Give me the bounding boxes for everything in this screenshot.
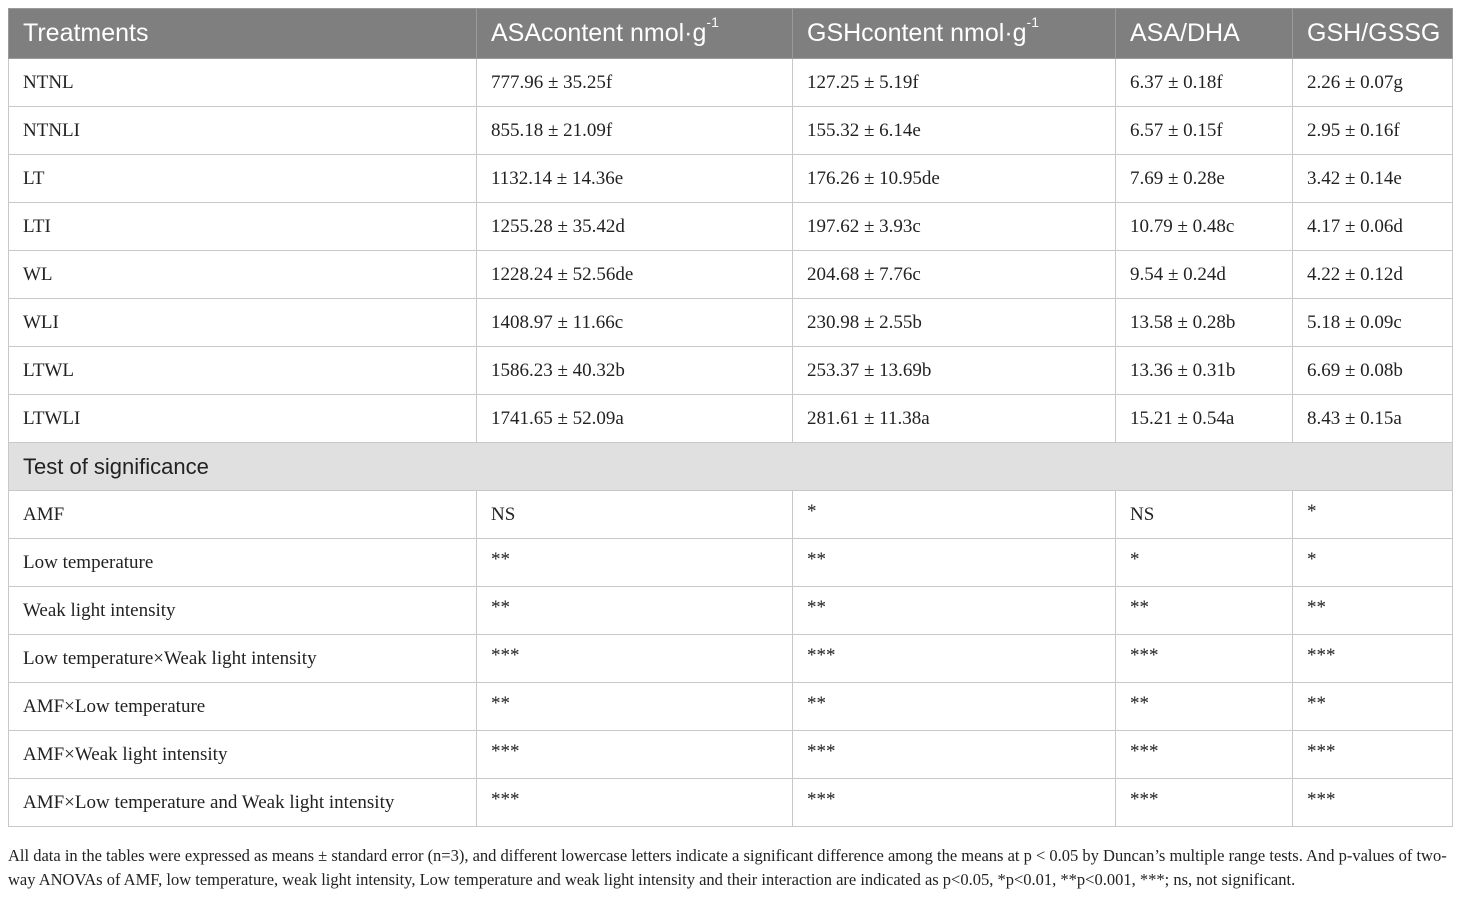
- factor-name-cell: AMF×Low temperature and Weak light intensity: [9, 779, 477, 827]
- header-asa-content-unit-exp: -1: [706, 14, 719, 30]
- value-cell: ***: [793, 728, 1116, 776]
- header-asa-content-label: ASAcontent nmol·g: [491, 19, 707, 47]
- value-cell: *: [1293, 536, 1453, 584]
- header-gsh-content-unit-exp: -1: [1026, 14, 1039, 30]
- value-cell: NS: [477, 491, 793, 539]
- header-asa-content: [477, 9, 793, 59]
- value-cell: ***: [1293, 632, 1453, 680]
- header-asa-dha: ASA/DHA: [1116, 9, 1293, 59]
- value-cell: 855.18 ± 21.09f: [477, 107, 793, 155]
- value-cell: 1228.24 ± 52.56de: [477, 251, 793, 299]
- header-gsh-content: [793, 9, 1116, 59]
- section-row: [9, 443, 1453, 491]
- significance-row: [9, 731, 1453, 779]
- value-cell: ***: [1293, 728, 1453, 776]
- value-cell: 8.43 ± 0.15a: [1293, 395, 1453, 443]
- treatment-name-cell: LTWLI: [9, 395, 477, 443]
- treatment-row: [9, 155, 1453, 203]
- value-cell: *: [793, 488, 1116, 536]
- value-cell: 3.42 ± 0.14e: [1293, 155, 1453, 203]
- value-cell: 1408.97 ± 11.66c: [477, 299, 793, 347]
- value-cell: **: [793, 536, 1116, 584]
- value-cell: **: [1116, 584, 1293, 632]
- value-cell: ***: [1116, 728, 1293, 776]
- value-cell: ***: [477, 776, 793, 824]
- treatment-row: [9, 347, 1453, 395]
- treatment-row: [9, 395, 1453, 443]
- value-cell: 176.26 ± 10.95de: [793, 155, 1116, 203]
- significance-row: [9, 491, 1453, 539]
- results-table: [8, 8, 1453, 827]
- value-cell: 9.54 ± 0.24d: [1116, 251, 1293, 299]
- section-title: Test of significance: [9, 443, 1453, 491]
- value-cell: 15.21 ± 0.54a: [1116, 395, 1293, 443]
- value-cell: *: [1116, 536, 1293, 584]
- value-cell: ***: [477, 728, 793, 776]
- header-gsh-content-label: GSHcontent nmol·g: [807, 19, 1027, 47]
- value-cell: 4.22 ± 0.12d: [1293, 251, 1453, 299]
- treatment-name-cell: LTWL: [9, 347, 477, 395]
- treatment-name-cell: WLI: [9, 299, 477, 347]
- factor-name-cell: Weak light intensity: [9, 587, 477, 635]
- value-cell: *: [1293, 488, 1453, 536]
- value-cell: 1741.65 ± 52.09a: [477, 395, 793, 443]
- value-cell: 2.95 ± 0.16f: [1293, 107, 1453, 155]
- value-cell: 204.68 ± 7.76c: [793, 251, 1116, 299]
- treatment-row: [9, 251, 1453, 299]
- treatment-name-cell: LT: [9, 155, 477, 203]
- value-cell: **: [1293, 584, 1453, 632]
- value-cell: 1132.14 ± 14.36e: [477, 155, 793, 203]
- value-cell: **: [477, 584, 793, 632]
- value-cell: **: [1293, 680, 1453, 728]
- value-cell: 6.37 ± 0.18f: [1116, 59, 1293, 107]
- value-cell: 6.69 ± 0.08b: [1293, 347, 1453, 395]
- value-cell: 197.62 ± 3.93c: [793, 203, 1116, 251]
- treatment-name-cell: NTNL: [9, 59, 477, 107]
- treatment-name-cell: WL: [9, 251, 477, 299]
- value-cell: **: [793, 584, 1116, 632]
- factor-name-cell: Low temperature×Weak light intensity: [9, 635, 477, 683]
- value-cell: 13.58 ± 0.28b: [1116, 299, 1293, 347]
- treatment-row: [9, 59, 1453, 107]
- value-cell: 6.57 ± 0.15f: [1116, 107, 1293, 155]
- significance-row: [9, 635, 1453, 683]
- factor-name-cell: AMF: [9, 491, 477, 539]
- value-cell: 155.32 ± 6.14e: [793, 107, 1116, 155]
- significance-row: [9, 539, 1453, 587]
- value-cell: 7.69 ± 0.28e: [1116, 155, 1293, 203]
- value-cell: 5.18 ± 0.09c: [1293, 299, 1453, 347]
- value-cell: 281.61 ± 11.38a: [793, 395, 1116, 443]
- value-cell: ***: [793, 776, 1116, 824]
- header-gsh-gssg: GSH/GSSG: [1293, 9, 1453, 59]
- significance-row: [9, 683, 1453, 731]
- value-cell: ***: [793, 632, 1116, 680]
- value-cell: 253.37 ± 13.69b: [793, 347, 1116, 395]
- value-cell: 10.79 ± 0.48c: [1116, 203, 1293, 251]
- value-cell: NS: [1116, 491, 1293, 539]
- value-cell: 1255.28 ± 35.42d: [477, 203, 793, 251]
- factor-name-cell: Low temperature: [9, 539, 477, 587]
- value-cell: ***: [477, 632, 793, 680]
- treatment-row: [9, 203, 1453, 251]
- table-body: [9, 59, 1453, 827]
- significance-row: [9, 779, 1453, 827]
- header-treatments: Treatments: [9, 9, 477, 59]
- factor-name-cell: AMF×Weak light intensity: [9, 731, 477, 779]
- value-cell: 2.26 ± 0.07g: [1293, 59, 1453, 107]
- value-cell: 230.98 ± 2.55b: [793, 299, 1116, 347]
- treatment-name-cell: NTNLI: [9, 107, 477, 155]
- value-cell: **: [477, 536, 793, 584]
- factor-name-cell: AMF×Low temperature: [9, 683, 477, 731]
- value-cell: ***: [1293, 776, 1453, 824]
- value-cell: 127.25 ± 5.19f: [793, 59, 1116, 107]
- value-cell: 1586.23 ± 40.32b: [477, 347, 793, 395]
- table-footnote: All data in the tables were expressed as means ± standard error (n=3), and different lowercase letters indicate a significant difference among the means at p < 0.05 by Duncan’s multiple range tests. And p-values of two-way ANOVAs of AMF, low temperature, weak light intensity, Low temperature and weak light intensity and their interaction are indicated as p<0.05, *p<0.01, **p<0.001, ***; ns, not significant.: [8, 846, 1447, 889]
- value-cell: 777.96 ± 35.25f: [477, 59, 793, 107]
- value-cell: **: [793, 680, 1116, 728]
- value-cell: ***: [1116, 632, 1293, 680]
- value-cell: **: [477, 680, 793, 728]
- significance-row: [9, 587, 1453, 635]
- treatment-row: [9, 107, 1453, 155]
- value-cell: **: [1116, 680, 1293, 728]
- treatment-row: [9, 299, 1453, 347]
- value-cell: 13.36 ± 0.31b: [1116, 347, 1293, 395]
- treatment-name-cell: LTI: [9, 203, 477, 251]
- header-row: [9, 9, 1453, 59]
- value-cell: ***: [1116, 776, 1293, 824]
- value-cell: 4.17 ± 0.06d: [1293, 203, 1453, 251]
